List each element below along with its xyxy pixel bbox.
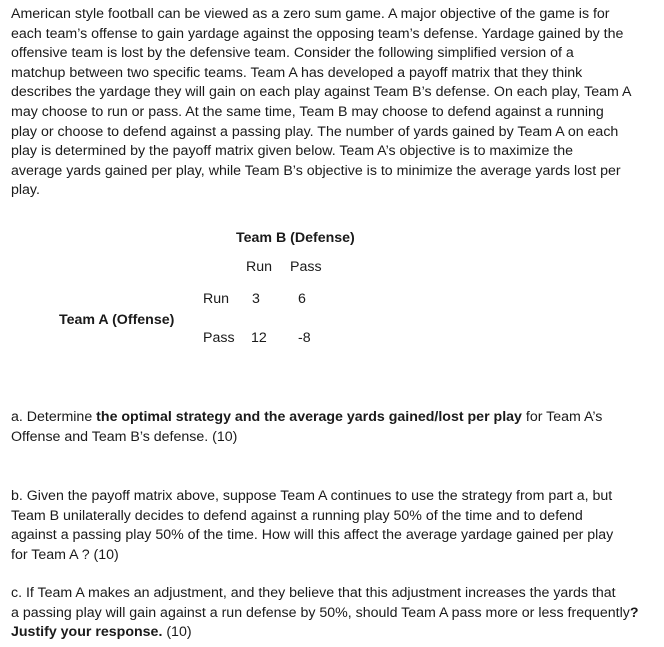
question-a-line1 <box>11 408 656 428</box>
question-a <box>11 408 656 447</box>
question-c-line2-bold: ? <box>629 604 639 621</box>
matrix-cell-pass-run: 12 <box>251 330 267 346</box>
intro-line: describes the yardage they will gain on each play against Team B’s defense. On each play, Team A <box>11 84 632 101</box>
question-a-bold: the optimal strategy and the average yards gained/lost per play <box>96 409 522 425</box>
question-c-line3 <box>11 623 656 643</box>
intro-line: average yards gained per play, while Team B’s objective is to minimize the average yards lost per <box>11 162 621 179</box>
problem-intro <box>11 5 656 201</box>
intro-line: American style football can be viewed as a zero sum game. A major objective of the game is for <box>11 6 610 22</box>
intro-line: matchup between two specific teams. Team A has developed a payoff matrix that they think <box>11 64 583 81</box>
question-c-line1: c. If Team A makes an adjustment, and they believe that this adjustment increases the yards that <box>11 585 616 601</box>
question-a-prefix: a. Determine <box>11 409 97 425</box>
question-c-line3-bold: Justify your response. <box>11 624 163 641</box>
intro-line: each team’s offense to gain yardage against the opposing team’s defense. Yardage gained by the <box>11 25 624 42</box>
question-c <box>11 584 656 643</box>
intro-line: play is determined by the payoff matrix given below. Team A’s objective is to maximize the <box>11 143 573 160</box>
matrix-cell-run-pass: 6 <box>298 291 306 307</box>
question-b-line: b. Given the payoff matrix above, suppose Team A continues to use the strategy from part a, but <box>11 488 613 504</box>
matrix-column-header: Team B (Defense) <box>236 230 355 246</box>
intro-line: play or choose to defend against a passing play. The number of yards gained by Team A on each <box>11 123 619 140</box>
intro-line: offensive team is lost by the defensive team. Consider the following simplified version of a <box>11 45 574 62</box>
question-a-line2: Offense and Team B’s defense. (10) <box>11 428 238 445</box>
question-c-line2 <box>11 604 656 624</box>
matrix-cell-run-run: 3 <box>252 291 260 307</box>
question-b-line: against a passing play 50% of the time. How will this affect the average yardage gained per play <box>11 527 614 544</box>
matrix-row-label-run: Run <box>203 291 230 307</box>
question-b <box>11 487 656 565</box>
matrix-column-label-pass: Pass <box>290 259 322 275</box>
matrix-cell-pass-pass: -8 <box>298 330 311 346</box>
matrix-row-header: Team A (Offense) <box>59 312 175 328</box>
question-c-line2-text: a passing play will gain against a run defense by 50%, should Team A pass more or less frequently <box>11 604 630 621</box>
question-c-line3-suffix: (10) <box>162 624 192 641</box>
question-a-suffix: for Team A’s <box>521 409 603 425</box>
intro-line: play. <box>11 182 40 199</box>
intro-line: may choose to run or pass. At the same time, Team B may choose to defend against a running <box>11 103 604 120</box>
question-b-line: Team B unilaterally decides to defend against a running play 50% of the time and to defend <box>11 507 583 524</box>
matrix-row-label-pass: Pass <box>203 330 235 346</box>
question-b-line: for Team A ? (10) <box>11 546 119 563</box>
matrix-column-label-run: Run <box>246 259 273 275</box>
